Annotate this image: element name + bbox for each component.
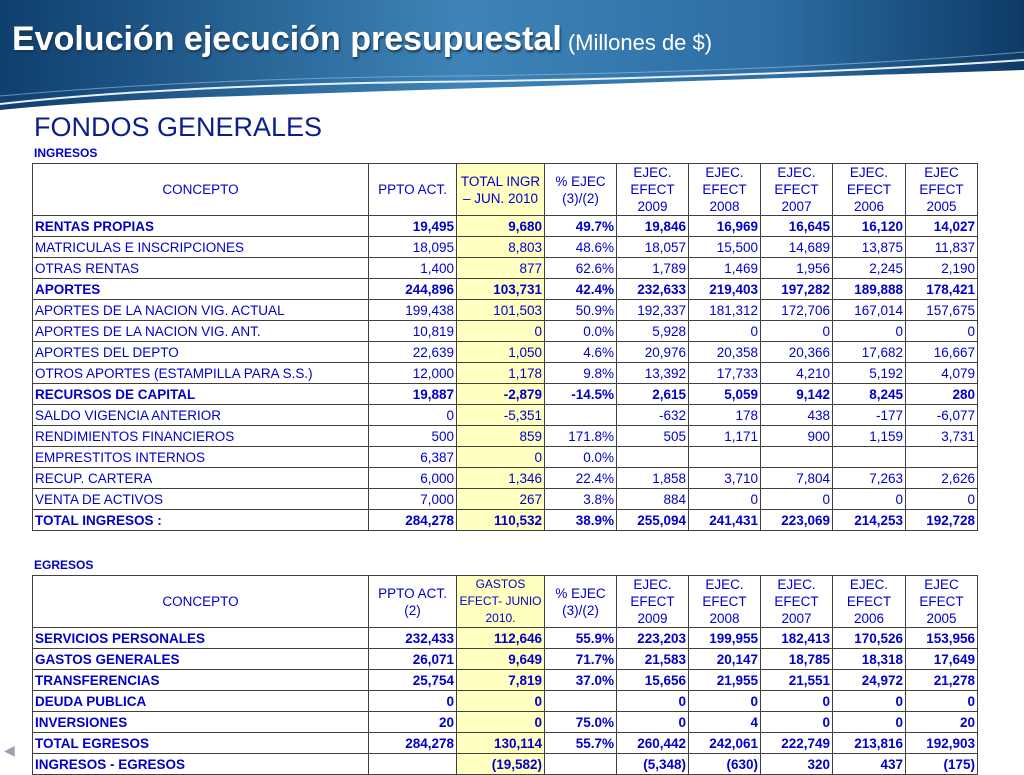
- table-row: [33, 754, 978, 775]
- header-ppto: PPTO ACT. (2): [369, 576, 457, 628]
- header-gastos-efect: GASTOS EFECT- JUNIO 2010.: [457, 576, 545, 628]
- cell-value: 0: [617, 691, 689, 712]
- cell-value: [369, 754, 457, 775]
- row-label: TRANSFERENCIAS: [33, 670, 369, 691]
- cell-value: 182,413: [761, 628, 833, 649]
- cell-value: 8,245: [833, 384, 906, 405]
- cell-value: 242,061: [689, 733, 761, 754]
- cell-value: 20,358: [689, 342, 761, 363]
- cell-value: 280: [906, 384, 978, 405]
- row-label: VENTA DE ACTIVOS: [33, 489, 369, 510]
- cell-value: 0: [761, 321, 833, 342]
- cell-value: 26,071: [369, 649, 457, 670]
- cell-value: 62.6%: [545, 258, 617, 279]
- table-row: [33, 258, 978, 279]
- cell-value: 232,433: [369, 628, 457, 649]
- cell-value: 1,858: [617, 468, 689, 489]
- header-pct-ejec: % EJEC (3)/(2): [545, 164, 617, 216]
- cell-value: 5,928: [617, 321, 689, 342]
- cell-value: 25,754: [369, 670, 457, 691]
- cell-value: 1,159: [833, 426, 906, 447]
- cell-value: 267: [457, 489, 545, 510]
- cell-value: 16,645: [761, 216, 833, 237]
- cell-value: 130,114: [457, 733, 545, 754]
- cell-value: 2,615: [617, 384, 689, 405]
- cell-value: 223,069: [761, 510, 833, 531]
- cell-value: 1,956: [761, 258, 833, 279]
- cell-value: 232,633: [617, 279, 689, 300]
- cell-value: -632: [617, 405, 689, 426]
- table-row: [33, 468, 978, 489]
- cell-value: 22,639: [369, 342, 457, 363]
- ingresos-header-row: [33, 164, 978, 216]
- cell-value: 877: [457, 258, 545, 279]
- cell-value: 38.9%: [545, 510, 617, 531]
- cell-value: 192,728: [906, 510, 978, 531]
- table-row: [33, 237, 978, 258]
- egresos-label: EGRESOS: [34, 558, 94, 572]
- cell-value: 0: [457, 321, 545, 342]
- cell-value: 3,710: [689, 468, 761, 489]
- header-ppto: PPTO ACT.: [369, 164, 457, 216]
- cell-value: 284,278: [369, 510, 457, 531]
- cell-value: 0: [457, 447, 545, 468]
- cell-value: 0: [761, 691, 833, 712]
- ingresos-table: [32, 163, 978, 531]
- table-row: [33, 628, 978, 649]
- cell-value: 20: [369, 712, 457, 733]
- cell-value: 71.7%: [545, 649, 617, 670]
- cell-value: [906, 447, 978, 468]
- cell-value: 5,059: [689, 384, 761, 405]
- cell-value: [545, 754, 617, 775]
- header-ejec-2005: EJEC EFECT 2005: [906, 576, 978, 628]
- cell-value: 48.6%: [545, 237, 617, 258]
- row-label: RENTAS PROPIAS: [33, 216, 369, 237]
- cell-value: 14,689: [761, 237, 833, 258]
- table-row: [33, 691, 978, 712]
- cell-value: 18,785: [761, 649, 833, 670]
- cell-value: 859: [457, 426, 545, 447]
- header-ejec-2007: EJEC. EFECT 2007: [761, 576, 833, 628]
- header-ejec-2009: EJEC. EFECT 2009: [617, 576, 689, 628]
- cell-value: 16,120: [833, 216, 906, 237]
- cell-value: 171.8%: [545, 426, 617, 447]
- cell-value: 18,318: [833, 649, 906, 670]
- egresos-table: [32, 575, 978, 775]
- cell-value: 0: [833, 321, 906, 342]
- table-row: [33, 489, 978, 510]
- cell-value: 199,955: [689, 628, 761, 649]
- cell-value: [833, 447, 906, 468]
- cell-value: 222,749: [761, 733, 833, 754]
- cell-value: 170,526: [833, 628, 906, 649]
- cell-value: 3,731: [906, 426, 978, 447]
- header-ejec-2007: EJEC. EFECT 2007: [761, 164, 833, 216]
- table-row: [33, 363, 978, 384]
- title-subtitle: (Millones de $): [567, 30, 713, 55]
- cell-value: 1,789: [617, 258, 689, 279]
- cell-value: [545, 691, 617, 712]
- table-row: [33, 405, 978, 426]
- cell-value: 12,000: [369, 363, 457, 384]
- table-row: [33, 670, 978, 691]
- cell-value: 15,656: [617, 670, 689, 691]
- cell-value: 19,495: [369, 216, 457, 237]
- title-main: Evolución ejecución presupuestal: [12, 20, 562, 58]
- table-row: [33, 342, 978, 363]
- cell-value: 110,532: [457, 510, 545, 531]
- cell-value: 21,955: [689, 670, 761, 691]
- cell-value: 197,282: [761, 279, 833, 300]
- cell-value: 157,675: [906, 300, 978, 321]
- fondos-heading: FONDOS GENERALES: [34, 112, 323, 142]
- cell-value: 153,956: [906, 628, 978, 649]
- table-row: [33, 300, 978, 321]
- row-label: RECUP. CARTERA: [33, 468, 369, 489]
- row-label: EMPRESTITOS INTERNOS: [33, 447, 369, 468]
- cell-value: 9,680: [457, 216, 545, 237]
- row-label: SALDO VIGENCIA ANTERIOR: [33, 405, 369, 426]
- row-label: APORTES DE LA NACION VIG. ANT.: [33, 321, 369, 342]
- cell-value: [545, 405, 617, 426]
- header-pct-ejec: % EJEC (3)/(2): [545, 576, 617, 628]
- cell-value: 16,969: [689, 216, 761, 237]
- cell-value: 7,804: [761, 468, 833, 489]
- table-row: [33, 216, 978, 237]
- cell-value: 284,278: [369, 733, 457, 754]
- cell-value: 8,803: [457, 237, 545, 258]
- cell-value: 1,171: [689, 426, 761, 447]
- header-total-ingr: TOTAL INGR – JUN. 2010: [457, 164, 545, 216]
- cell-value: 214,253: [833, 510, 906, 531]
- cell-value: 4,210: [761, 363, 833, 384]
- cell-value: 241,431: [689, 510, 761, 531]
- row-label: TOTAL INGRESOS :: [33, 510, 369, 531]
- header-ejec-2009: EJEC. EFECT 2009: [617, 164, 689, 216]
- cell-value: 505: [617, 426, 689, 447]
- cell-value: -177: [833, 405, 906, 426]
- cell-value: 7,263: [833, 468, 906, 489]
- cell-value: 900: [761, 426, 833, 447]
- cell-value: 192,337: [617, 300, 689, 321]
- cell-value: [761, 447, 833, 468]
- cell-value: 2,245: [833, 258, 906, 279]
- cell-value: 0: [369, 405, 457, 426]
- cell-value: 18,095: [369, 237, 457, 258]
- table-row: [33, 733, 978, 754]
- cell-value: 20,366: [761, 342, 833, 363]
- cell-value: 15,500: [689, 237, 761, 258]
- row-label: RENDIMIENTOS FINANCIEROS: [33, 426, 369, 447]
- cell-value: 884: [617, 489, 689, 510]
- header-ejec-2006: EJEC. EFECT 2006: [833, 164, 906, 216]
- cell-value: 9,649: [457, 649, 545, 670]
- slide-title: [12, 20, 712, 59]
- table-row: [33, 447, 978, 468]
- cell-value: 2,190: [906, 258, 978, 279]
- cell-value: 6,000: [369, 468, 457, 489]
- cell-value: (175): [906, 754, 978, 775]
- cell-value: 0: [906, 321, 978, 342]
- cell-value: 192,903: [906, 733, 978, 754]
- cell-value: 103,731: [457, 279, 545, 300]
- cell-value: 7,000: [369, 489, 457, 510]
- cell-value: [617, 447, 689, 468]
- cell-value: 17,649: [906, 649, 978, 670]
- cell-value: 49.7%: [545, 216, 617, 237]
- cell-value: 20: [906, 712, 978, 733]
- cell-value: 0: [457, 691, 545, 712]
- cell-value: 20,147: [689, 649, 761, 670]
- cell-value: 255,094: [617, 510, 689, 531]
- cell-value: 0: [761, 489, 833, 510]
- cell-value: 438: [761, 405, 833, 426]
- row-label: GASTOS GENERALES: [33, 649, 369, 670]
- cell-value: 244,896: [369, 279, 457, 300]
- cell-value: 9,142: [761, 384, 833, 405]
- cell-value: 10,819: [369, 321, 457, 342]
- cell-value: 21,551: [761, 670, 833, 691]
- cell-value: 55.7%: [545, 733, 617, 754]
- row-label: MATRICULAS E INSCRIPCIONES: [33, 237, 369, 258]
- cell-value: 437: [833, 754, 906, 775]
- cell-value: 21,583: [617, 649, 689, 670]
- cell-value: -2,879: [457, 384, 545, 405]
- header-ejec-2008: EJEC. EFECT 2008: [689, 576, 761, 628]
- cell-value: 189,888: [833, 279, 906, 300]
- cell-value: 0: [689, 489, 761, 510]
- cell-value: 19,887: [369, 384, 457, 405]
- row-label: APORTES: [33, 279, 369, 300]
- cell-value: 4: [689, 712, 761, 733]
- cell-value: 178: [689, 405, 761, 426]
- cell-value: 1,178: [457, 363, 545, 384]
- cell-value: 1,400: [369, 258, 457, 279]
- header-ejec-2006: EJEC. EFECT 2006: [833, 576, 906, 628]
- cell-value: 6,387: [369, 447, 457, 468]
- cell-value: 11,837: [906, 237, 978, 258]
- cell-value: 320: [761, 754, 833, 775]
- cell-value: 0.0%: [545, 447, 617, 468]
- cell-value: 3.8%: [545, 489, 617, 510]
- cell-value: 0: [906, 489, 978, 510]
- table-row: [33, 321, 978, 342]
- cell-value: 14,027: [906, 216, 978, 237]
- cell-value: 37.0%: [545, 670, 617, 691]
- cell-value: 213,816: [833, 733, 906, 754]
- cell-value: 181,312: [689, 300, 761, 321]
- speaker-icon[interactable]: ◀: [4, 742, 15, 758]
- ingresos-label: INGRESOS: [34, 146, 98, 160]
- cell-value: 260,442: [617, 733, 689, 754]
- cell-value: 1,050: [457, 342, 545, 363]
- cell-value: 223,203: [617, 628, 689, 649]
- header-concepto: CONCEPTO: [33, 164, 369, 216]
- row-label: OTROS APORTES (ESTAMPILLA PARA S.S.): [33, 363, 369, 384]
- cell-value: 2,626: [906, 468, 978, 489]
- cell-value: 178,421: [906, 279, 978, 300]
- row-label: DEUDA PUBLICA: [33, 691, 369, 712]
- cell-value: 199,438: [369, 300, 457, 321]
- cell-value: 0: [833, 712, 906, 733]
- cell-value: 112,646: [457, 628, 545, 649]
- cell-value: 0: [369, 691, 457, 712]
- cell-value: 19,846: [617, 216, 689, 237]
- cell-value: 1,469: [689, 258, 761, 279]
- table-row: [33, 384, 978, 405]
- header-concepto: CONCEPTO: [33, 576, 369, 628]
- cell-value: 0: [833, 691, 906, 712]
- cell-value: (5,348): [617, 754, 689, 775]
- cell-value: 0: [689, 691, 761, 712]
- cell-value: 16,667: [906, 342, 978, 363]
- cell-value: 18,057: [617, 237, 689, 258]
- row-label: APORTES DEL DEPTO: [33, 342, 369, 363]
- cell-value: 7,819: [457, 670, 545, 691]
- cell-value: 500: [369, 426, 457, 447]
- row-label: RECURSOS DE CAPITAL: [33, 384, 369, 405]
- header-ejec-2005: EJEC EFECT 2005: [906, 164, 978, 216]
- cell-value: [689, 447, 761, 468]
- cell-value: 0: [906, 691, 978, 712]
- table-row: [33, 649, 978, 670]
- row-label: SERVICIOS PERSONALES: [33, 628, 369, 649]
- cell-value: -5,351: [457, 405, 545, 426]
- row-label: TOTAL EGRESOS: [33, 733, 369, 754]
- cell-value: 172,706: [761, 300, 833, 321]
- cell-value: 219,403: [689, 279, 761, 300]
- table-row: [33, 279, 978, 300]
- cell-value: 4.6%: [545, 342, 617, 363]
- cell-value: 50.9%: [545, 300, 617, 321]
- cell-value: 17,733: [689, 363, 761, 384]
- cell-value: 55.9%: [545, 628, 617, 649]
- egresos-header-row: [33, 576, 978, 628]
- cell-value: -14.5%: [545, 384, 617, 405]
- table-row: [33, 510, 978, 531]
- cell-value: 13,875: [833, 237, 906, 258]
- cell-value: 17,682: [833, 342, 906, 363]
- header-ejec-2008: EJEC. EFECT 2008: [689, 164, 761, 216]
- cell-value: 101,503: [457, 300, 545, 321]
- cell-value: 22.4%: [545, 468, 617, 489]
- cell-value: 0.0%: [545, 321, 617, 342]
- table-row: [33, 712, 978, 733]
- cell-value: 4,079: [906, 363, 978, 384]
- cell-value: -6,077: [906, 405, 978, 426]
- cell-value: 9.8%: [545, 363, 617, 384]
- cell-value: 167,014: [833, 300, 906, 321]
- cell-value: 0: [833, 489, 906, 510]
- cell-value: (19,582): [457, 754, 545, 775]
- row-label: INVERSIONES: [33, 712, 369, 733]
- cell-value: 13,392: [617, 363, 689, 384]
- cell-value: 0: [617, 712, 689, 733]
- cell-value: 5,192: [833, 363, 906, 384]
- row-label: APORTES DE LA NACION VIG. ACTUAL: [33, 300, 369, 321]
- row-label: OTRAS RENTAS: [33, 258, 369, 279]
- cell-value: (630): [689, 754, 761, 775]
- cell-value: 42.4%: [545, 279, 617, 300]
- cell-value: 0: [689, 321, 761, 342]
- cell-value: 75.0%: [545, 712, 617, 733]
- cell-value: 24,972: [833, 670, 906, 691]
- cell-value: 1,346: [457, 468, 545, 489]
- cell-value: 0: [457, 712, 545, 733]
- table-row: [33, 426, 978, 447]
- row-label: INGRESOS - EGRESOS: [33, 754, 369, 775]
- cell-value: 20,976: [617, 342, 689, 363]
- cell-value: 0: [761, 712, 833, 733]
- cell-value: 21,278: [906, 670, 978, 691]
